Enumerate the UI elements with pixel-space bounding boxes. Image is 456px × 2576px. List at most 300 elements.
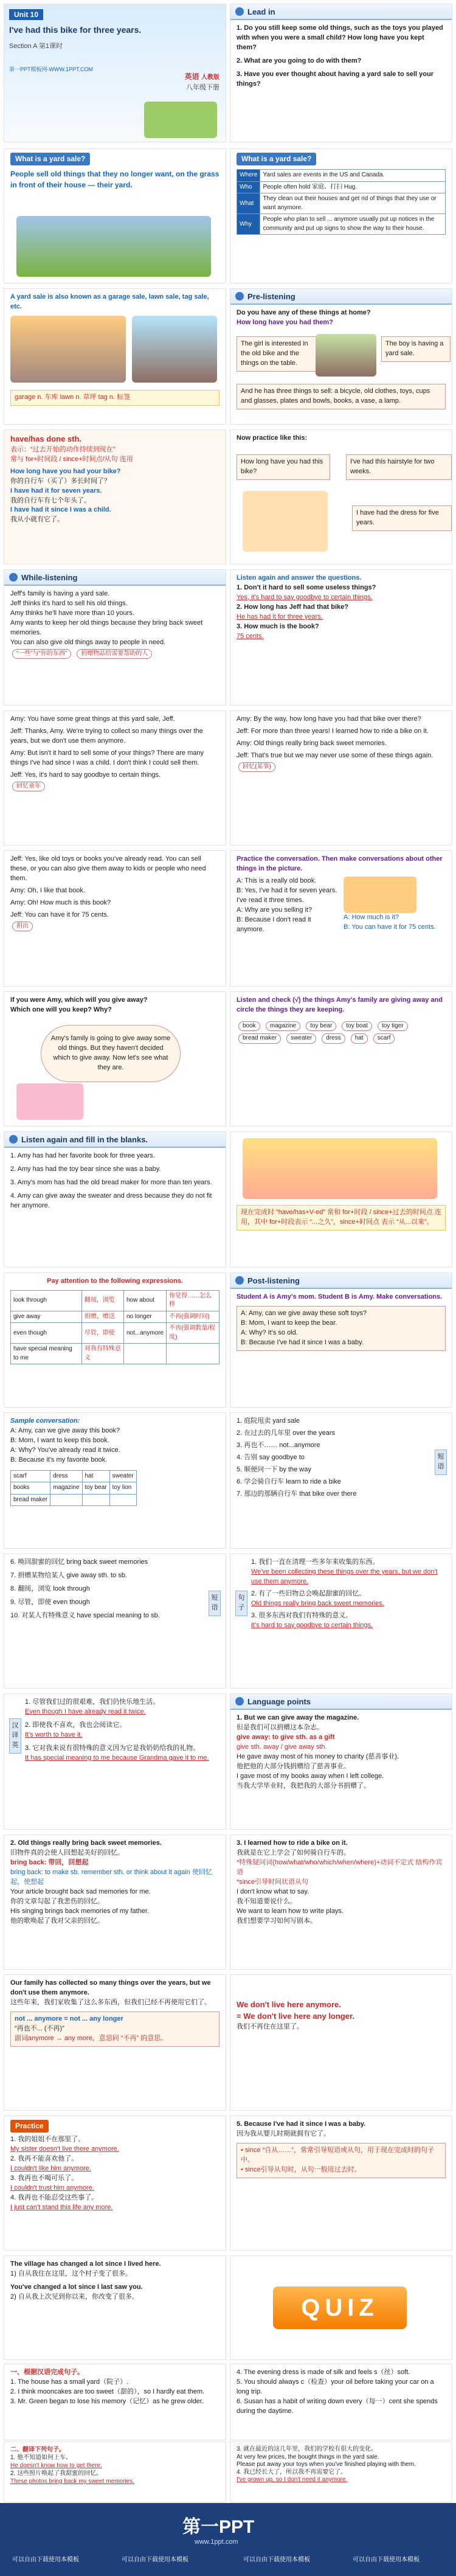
- cell: toy bear: [82, 1482, 109, 1495]
- lp-line: 5. Because I've had it since I was a baby.: [237, 2120, 366, 2128]
- row-value: They clean out their houses and get rid of things that they use or want anymore.: [260, 193, 446, 214]
- dialogue-line: Jeff: Yes, like old toys or books you've already read. You can sell these, or you can also give them away to kids or people who need them.: [10, 855, 206, 882]
- thing-item[interactable]: hat: [351, 1033, 368, 1044]
- lead-question: 3. Have you ever thought about having a yard sale to sell your things?: [237, 70, 434, 88]
- post-listening-title: Post-listening: [247, 1276, 300, 1285]
- exercise-line: 2. I think mooncakes are too sweet（甜的），so I hardly eat them.: [10, 2387, 205, 2395]
- slide-15: [0, 1972, 456, 2113]
- example-en: You've changed a lot since I last saw you.: [10, 2283, 143, 2291]
- section-label: Section A 第1课时: [9, 43, 63, 50]
- dialogue-line: Jeff: For more than three years! I learned how to ride a bike on it.: [237, 727, 429, 735]
- fill-header: [4, 1132, 226, 1148]
- answer: Yes, it's hard to say goodbye to certain things.: [237, 593, 373, 601]
- ex-cn: 4. 我再也不能忍受这些事了。: [10, 2194, 98, 2202]
- ex-en: I couldn't like him anymore.: [10, 2165, 91, 2173]
- listen-again-title: Listen again and answer the questions.: [237, 574, 362, 582]
- slide-6: [0, 708, 456, 848]
- statement: Amy wants to keep her old things because they bring back sweet memories.: [10, 619, 203, 636]
- lead-question: 1. Do you still keep some old things, such as the toys you played with when you were a small child? How long have you kept them?: [237, 24, 443, 51]
- question: 3. How much is the book?: [237, 622, 319, 630]
- exercise-line: 1. The house has a small yard（院子）.: [10, 2378, 129, 2386]
- cell: 尽管，即使: [81, 1323, 123, 1344]
- conv-line: A: Why? You've already read it twice.: [10, 1446, 120, 1454]
- lead-in-title: Lead in: [247, 7, 275, 16]
- lp-line: 副词anymore → any more，意思同 “不再” 的意思。: [15, 2034, 168, 2042]
- post-listening-panel: [230, 1272, 452, 1408]
- language-points-title: Language points: [247, 1696, 311, 1706]
- lp-line: 2. Old things really bring back sweet memories.: [10, 1839, 162, 1847]
- wh-table: [237, 169, 446, 235]
- slide-12: [0, 1551, 456, 1691]
- row-label: Who: [237, 181, 260, 193]
- grade-label: 八年级下册: [186, 84, 219, 91]
- cell: even though: [11, 1323, 82, 1344]
- lp-line: 因为我从婴儿时期就拥有它了。: [237, 2130, 330, 2137]
- listen-again-panel: [230, 569, 452, 706]
- anymore-note: [10, 2012, 219, 2047]
- since-note: [237, 2143, 446, 2178]
- sentence-en: We've been collecting these things over the years, but we don't use them anymore.: [251, 1567, 438, 1585]
- cover-illustration: [144, 102, 217, 138]
- example-en: I have had it for seven years.: [10, 487, 102, 495]
- lp-line: We want to learn how to write plays.: [237, 1907, 344, 1915]
- practice-panel: [230, 429, 452, 564]
- slide-3: [0, 286, 456, 427]
- ex-cn: 3. 我再也不喝可乐了。: [10, 2175, 78, 2182]
- cell: books: [11, 1482, 50, 1495]
- press-text: 人教版: [201, 74, 219, 81]
- cell: how about: [123, 1290, 166, 1311]
- row-value: Yard sales are events in the US and Canada.: [260, 170, 446, 182]
- cell: 对我有特殊意义: [81, 1344, 123, 1364]
- fill-line: 4. Amy can give away the sweater and dress because they do not fit her anymore.: [10, 1192, 212, 1209]
- sample-conversation: [4, 1412, 226, 1549]
- conv-line: B: Because I've had it since I was a baby.: [241, 1338, 364, 1346]
- thing-item[interactable]: toy boat: [342, 1021, 372, 1032]
- thing-item[interactable]: magazine: [266, 1021, 300, 1032]
- lp-line: • since引导从句时，从句一般用过去时。: [241, 2165, 361, 2173]
- lp-line: not ... anymore = not ... any longer: [15, 2015, 123, 2022]
- table-row: [11, 1344, 219, 1364]
- cell: [123, 1344, 166, 1364]
- book-photo: [344, 877, 416, 913]
- practice-panel-2: [4, 2116, 226, 2251]
- side-tab: 汉译英: [9, 1718, 21, 1754]
- think-panel: [4, 991, 226, 1127]
- grammar-heading: have/has done sth.: [10, 434, 82, 443]
- lp-line: Our family has collected so many things over the years, but we don't use them anymore.: [10, 1979, 211, 1996]
- while-listening-title: While-listening: [21, 572, 78, 582]
- fill-line: 1. Amy has had her favorite book for three years.: [10, 1152, 155, 1159]
- row-value: People who plan to sell ... anymore usually put up notices in the community and put up signs to show the way to their house.: [260, 214, 446, 235]
- point-2-panel: [4, 1835, 226, 1970]
- cell: 不再(强调数量/程度): [167, 1323, 219, 1344]
- table-row: [11, 1323, 219, 1344]
- fill-panel: [4, 1131, 226, 1268]
- lead-in-header: [230, 4, 452, 20]
- pre-listening-title: Pre-listening: [247, 291, 295, 301]
- boy-note: The boy is having a yard sale.: [381, 336, 451, 362]
- row-label: Why: [237, 214, 260, 235]
- cover-panel: [4, 4, 226, 142]
- lp-line: give away: to give sth. as a gift: [237, 1733, 335, 1741]
- annotation-tag: 回忆童年: [12, 782, 45, 792]
- conv-line: A: Amy, can we give away these soft toys?: [241, 1309, 367, 1317]
- lp-line: bring back: to make sb. remember sth. or think about it again 使回忆起，使想起: [10, 1868, 212, 1886]
- lp-line: give sth. away / give away sth.: [237, 1743, 327, 1751]
- yard-sale-alt-names: [4, 288, 226, 425]
- cell: have special meaning to me: [11, 1344, 82, 1364]
- slide-11: [0, 1410, 456, 1551]
- sample-title: Sample conversation:: [10, 1417, 80, 1425]
- footer-text: 可以自由下载使用本模板: [243, 2557, 310, 2563]
- lp-line: 我就是在它上学会了如何骑自行车的。: [237, 1849, 350, 1856]
- speech-bubble: How long have you had this bike?: [237, 454, 330, 480]
- footer-text: 可以自由下载使用本模板: [122, 2557, 188, 2563]
- example-cn: 我们不再住在这里了。: [237, 2022, 303, 2030]
- pre-question: How long have you had them?: [237, 318, 333, 326]
- exercise-line: At very few prices, the bought things in the yard sale.: [237, 2453, 379, 2460]
- anymore-example: [230, 1974, 452, 2111]
- annotation-tag: 捐赠物品给需要帮助的人: [77, 649, 152, 659]
- boy-photo: [243, 491, 328, 552]
- sentence-en: Old things really bring back sweet memories.: [251, 1599, 384, 1607]
- cell: hat: [82, 1470, 109, 1482]
- lesson-title: I've had this bike for three years.: [9, 25, 142, 35]
- ex-cn: 1. 我的姐姐不在那里了。: [10, 2136, 85, 2144]
- sentence-en: It's hard to say goodbye to certain things.: [251, 1621, 373, 1629]
- ex-cn: 1. 尽管我们过的很艰难，我们仍快乐地生活。: [25, 1698, 160, 1706]
- cell: 翻阅，浏览: [81, 1290, 123, 1311]
- annotation-tag: “一些”与“你的东西”: [12, 649, 71, 659]
- phrase: 4. 告别 say goodbye to: [237, 1453, 305, 1461]
- table-row: [237, 214, 446, 235]
- dialogue-part-2: [230, 710, 452, 845]
- exercise-1-left: [4, 2364, 226, 2440]
- think-question: If you were Amy, which will you give away?: [10, 996, 148, 1004]
- exercise-line: He doesn't know how to get there.: [10, 2462, 102, 2469]
- language-points-header: [230, 1694, 452, 1710]
- things-note: And he has three things to sell: a bicycle, old clothes, toys, cups and glasses, plates and bowls, books, a vase, a lamp.: [237, 384, 446, 409]
- statement: Jeff thinks it's hard to sell his old things.: [10, 599, 128, 607]
- since-examples: [4, 2255, 226, 2360]
- expressions-title: Pay attention to the following expressions.: [47, 1277, 183, 1285]
- language-points-panel: [230, 1693, 452, 1830]
- since-panel: [230, 2116, 452, 2251]
- sentences-panel: [230, 1554, 452, 1689]
- exercise-line: 3. Mr. Green began to lose his memory（记忆）as he grew older.: [10, 2397, 204, 2405]
- phrases-panel: [230, 1412, 452, 1549]
- conv-line: A: How much is it?: [344, 913, 399, 921]
- market-photo: [10, 316, 126, 383]
- post-listening-header: [230, 1273, 452, 1289]
- sentence-cn: 3. 很多东西对我们有特殊的意义。: [251, 1611, 353, 1619]
- phrase: 7. 捐赠某物给某人 give away sth. to sb.: [10, 1571, 127, 1579]
- quiz-panel: [230, 2255, 452, 2360]
- lp-line: 当我大学毕业时，我把我的大部分书捐赠了。: [237, 1782, 370, 1790]
- bullet-icon: [9, 1135, 18, 1144]
- lp-line: 但是我们可以捐赠这本杂志。: [237, 1723, 323, 1731]
- lp-line: *since引导时间状语从句: [237, 1878, 308, 1886]
- anymore-panel: [4, 1974, 226, 2111]
- cell: bread maker: [11, 1494, 50, 1506]
- phrase: 3. 再也不…… not...anymore: [237, 1441, 320, 1449]
- cell: give away: [11, 1311, 82, 1323]
- family-photo: [243, 1138, 437, 1199]
- exercise-line: These photos bring back my sweet memories.: [10, 2478, 134, 2485]
- sentence-cn: 2. 有了一些旧物总会唤起甜蜜的回忆。: [251, 1589, 366, 1597]
- phrase: 6. 学会骑自行车 learn to ride a bike: [237, 1477, 341, 1485]
- example-cn: 我的自行车有七个年头了。: [10, 496, 91, 504]
- table-row: [237, 193, 446, 214]
- bullet-icon: [235, 292, 244, 300]
- slide-8: [0, 989, 456, 1129]
- slide-13: [0, 1691, 456, 1832]
- conv-line: B: Because it's my favorite book.: [10, 1456, 108, 1463]
- point-3-panel: [230, 1835, 452, 1970]
- example-en: We don't live here anymore.: [237, 2000, 341, 2009]
- slide-18: [0, 2362, 456, 2442]
- lp-line: He gave away most of his money to charity (慈善事业).: [237, 1752, 399, 1760]
- exercise-line: 2. 这些照片唤起了我甜蜜的回忆。: [10, 2470, 103, 2477]
- table-row: [11, 1290, 219, 1311]
- pre-listening-panel: [230, 288, 452, 425]
- listen-check-panel: [230, 991, 452, 1127]
- footer-site[interactable]: www.1ppt.com: [195, 2538, 238, 2546]
- cell: no longer: [123, 1311, 166, 1323]
- ex-en: Even though I have already read it twice.: [25, 1707, 146, 1715]
- conversation-box: [237, 1306, 446, 1351]
- conv-line: A: Why? It's so old.: [241, 1328, 298, 1336]
- dialogue-line: Jeff: That's true but we may never use some of these things again.: [237, 751, 434, 759]
- slide-16: [0, 2113, 456, 2253]
- yard-sale-photo: [16, 216, 211, 277]
- grammar-note: 现在完成时 “have/has+V-ed” 常和 for+时段 / since+过去的时间点 连用，其中 for+时段表示 “...之久”，since+时间点 表示 “从...以来”。: [237, 1205, 446, 1231]
- thing-item[interactable]: sweater: [286, 1033, 316, 1044]
- speech-bubble: I've had this hairstyle for two weeks.: [346, 454, 452, 480]
- dialogue-line: Amy: Oh! How much is this book?: [10, 898, 111, 906]
- conv-line: B: Yes, I've had it for seven years. I've read it three times.: [237, 886, 337, 904]
- question-title: What is a yard sale?: [10, 153, 90, 165]
- listen-check-title: Listen and check (√) the things Amy's family are giving away and circle the things they are keeping.: [237, 996, 443, 1013]
- slide-9: [0, 1129, 456, 1270]
- practice-title: Practice the conversation. Then make conversations about other things in the picture.: [237, 855, 443, 872]
- answer: He has had it for three years.: [237, 613, 323, 620]
- row-value: People often hold 家庭、打扫 Hug.: [260, 181, 446, 193]
- conv-line: B: Mom, I want to keep the bear.: [241, 1319, 337, 1327]
- ex-cn: 2. 我再不能喜欢他了。: [10, 2155, 78, 2163]
- slide-10: [0, 1270, 456, 1410]
- row-label: What: [237, 193, 260, 214]
- sentence-cn: 1. 我们一直在清理一些多年来收集的东西。: [251, 1558, 379, 1566]
- ex-en: It has special meaning to me because Grandma gave it to me.: [25, 1754, 209, 1762]
- table-row: [11, 1482, 137, 1495]
- exercise-line: 1. 他不知道如何上车。: [10, 2454, 72, 2461]
- practice-conversation: [230, 850, 452, 987]
- ex-en: I just can't stand this life any more.: [10, 2203, 113, 2211]
- phrase: 8. 翻阅，浏览 look through: [10, 1585, 90, 1592]
- while-listening-panel: [4, 569, 226, 706]
- dialogue-line: Jeff: Yes, it's hard to say goodbye to certain things.: [10, 771, 161, 779]
- dialogue-line: Amy: Old things really bring back sweet memories.: [237, 739, 387, 747]
- dialogue-line: Amy: But isn't it hard to sell some of your things? There are many things I've had since I was a child. I don't think I could sell them.: [10, 749, 204, 766]
- practice-badge: Practice: [10, 2120, 49, 2133]
- annotation-tag: 捐出: [12, 922, 33, 932]
- lp-line: 他把他的大部分钱捐赠给了慈善事业。: [237, 1762, 350, 1770]
- dialogue-line: Amy: By the way, how long have you had that bike over there?: [237, 715, 421, 723]
- table-row: [237, 170, 446, 182]
- conv-line: A: Amy, can we give away this book?: [10, 1426, 120, 1434]
- bullet-icon: [235, 7, 244, 16]
- subject-label: [185, 71, 219, 82]
- grammar-note: 常与 for+时间段 / since+时间点/从句 连用: [10, 455, 133, 463]
- exercise-line: 3. 就在最近的这几年里，我们的学校有很大的变化。: [237, 2446, 378, 2453]
- example-en: The village has changed a lot since I lived here.: [10, 2260, 161, 2268]
- thing-item[interactable]: book: [238, 1021, 260, 1032]
- statement: Jeff's family is having a yard sale.: [10, 590, 110, 597]
- table-row: [11, 1494, 137, 1506]
- lp-line: 我们想要学习如何写剧本。: [237, 1917, 317, 1925]
- exercise-line: 6. Susan has a habit of writing down every（每一）cent she spends during the daytime.: [237, 2397, 438, 2415]
- conv-line: B: You can have it for 75 cents.: [344, 923, 436, 931]
- phrases-panel-2: [4, 1554, 226, 1689]
- lp-line: 1. But we can give away the magazine.: [237, 1714, 359, 1721]
- slide-4: [0, 427, 456, 567]
- lp-line: bring back: 带回，回想起: [10, 1858, 89, 1866]
- garage-photo: [132, 316, 217, 383]
- lp-line: Your article brought back sad memories for me.: [10, 1887, 151, 1895]
- ex-en: My sister doesn't live there anymore.: [10, 2145, 119, 2153]
- cell: scarf: [11, 1470, 50, 1482]
- role-instruction: Student A is Amy's mom. Student B is Amy. Make conversations.: [237, 1293, 443, 1300]
- slide-1: [0, 0, 456, 146]
- conv-line: A: Why are you selling it?: [237, 906, 313, 914]
- lp-line: His singing brings back memories of my father.: [10, 1907, 150, 1915]
- bullet-icon: [235, 1276, 244, 1285]
- exercise-line: Please put away your toys when you've finished playing with them.: [237, 2461, 416, 2468]
- expressions-panel: [4, 1272, 226, 1408]
- thing-item[interactable]: bread maker: [238, 1033, 281, 1044]
- grammar-note: 表示：“过去开始的动作持续到现在”: [10, 445, 116, 453]
- example-cn: 2) 自从我上次见到你以来，你改变了很多。: [10, 2293, 139, 2300]
- cell: dress: [50, 1470, 82, 1482]
- brand-text: 第一PPT模板网-WWW.1PPT.COM: [9, 66, 93, 72]
- phrase: 1. 庭院甩卖 yard sale: [237, 1417, 300, 1425]
- example-en: How long have you had your bike?: [10, 467, 121, 475]
- side-tab: 句子: [235, 1591, 247, 1616]
- cell: look through: [11, 1290, 82, 1311]
- example-cn: 1) 自从我住在这里，这个村子变了很多。: [10, 2269, 132, 2277]
- table-row: [11, 1311, 219, 1323]
- pre-listening-header: [230, 289, 452, 305]
- exercise-heading: 一、根据汉语完成句子。: [10, 2369, 84, 2376]
- ex-cn: 3. 它对我来说有很特殊的意义因为它是我奶奶给我的礼物。: [25, 1744, 200, 1752]
- cell: 捐赠，赠送: [81, 1311, 123, 1323]
- vocab-note: garage n. 车库 lawn n. 草坪 tag n. 标签: [10, 390, 219, 406]
- slide-2: [0, 146, 456, 286]
- unit-badge: Unit 10: [9, 9, 43, 20]
- lp-line: 我不知道要说什么。: [237, 1897, 297, 1905]
- example-cn: 你的自行车（买了）多长时间了？: [10, 477, 111, 485]
- slide-5: [0, 567, 456, 708]
- things-list: [237, 1020, 446, 1045]
- example-cn: 我从小就有它了。: [10, 516, 64, 524]
- example-en: I have had it since I was a child.: [10, 506, 111, 514]
- definition-text: People sell old things that they no longer want, on the grass in front of their house — their yard.: [10, 170, 219, 189]
- cell: magazine: [50, 1482, 82, 1495]
- lp-line: 你的文章勾起了我悲伤的回忆。: [10, 1897, 104, 1905]
- footer-text: 可以自由下载使用本模板: [353, 2557, 420, 2563]
- present-perfect-note: [230, 1131, 452, 1268]
- footer-logo: 第一PPT: [182, 2517, 255, 2537]
- ex-cn: 2. 即使我不喜欢，我也会阅读它。: [25, 1721, 126, 1729]
- conv-line: A: This is a really old book.: [237, 877, 317, 884]
- phrase: 6. 唤回甜蜜的回忆 bring back sweet memories: [10, 1558, 148, 1566]
- conv-line: B: Because I don't read it anymore.: [237, 915, 311, 933]
- thing-item[interactable]: toy bear: [306, 1021, 336, 1032]
- slide-17: [0, 2253, 456, 2362]
- footer-banner: [0, 2503, 456, 2576]
- thing-item[interactable]: toy tiger: [378, 1021, 408, 1032]
- lp-line: *特殊疑问词(how/what/who/which/when/where)+动词不定式 结构作宾语: [237, 1858, 443, 1876]
- statement: Amy thinks he'll have more than 10 yours.: [10, 609, 134, 617]
- lead-in-panel: [230, 4, 452, 142]
- yard-sale-table: [230, 148, 452, 283]
- grammar-panel: [4, 429, 226, 564]
- phrase: 2. 在过去的几年里 over the years: [237, 1429, 335, 1437]
- bullet-icon: [235, 1697, 244, 1706]
- lp-line: I gave most of my books away when I left college.: [237, 1772, 384, 1780]
- intro-text: A yard sale is also known as a garage sale, lawn sale, tag sale, etc.: [10, 293, 209, 310]
- dialogue-part-3: [4, 850, 226, 987]
- exercise-2-left: [4, 2442, 226, 2502]
- ex-en: I couldn't trust him anymore.: [10, 2184, 94, 2192]
- dialogue-line: Jeff: Thanks, Amy. We're trying to collect so many things over the years, but we don't use them anymore.: [10, 727, 203, 745]
- lp-line: 3. I learned how to ride a bike on it.: [237, 1839, 348, 1847]
- phrase: 9. 尽管，即使 even though: [10, 1598, 90, 1606]
- cell: toy lion: [109, 1482, 136, 1495]
- row-label: Where: [237, 170, 260, 182]
- dialogue-line: Amy: Oh, I like that book.: [10, 886, 85, 894]
- lead-question: 2. What are you going to do with them?: [237, 57, 362, 64]
- exercise-line: 5. You should always c（检查）your oil before taking your car on a long trip.: [237, 2378, 434, 2395]
- pre-question: Do you have any of these things at home?: [237, 309, 371, 316]
- phrase: 7. 那边的那辆自行车 that bike over there: [237, 1490, 357, 1498]
- lp-line: 这些年来，我们家收集了这么多东西，但我们已经不再使用它们了。: [10, 1998, 211, 2006]
- phrase: 10. 对某人有特殊意义 have special meaning to sb.: [10, 1611, 160, 1619]
- lp-line: • since “自从……”，常常引导短语或从句，用于现在完成时的句子中。: [241, 2146, 434, 2164]
- yard-sale-definition: [4, 148, 226, 283]
- speech-bubble: I have had the dress for five years.: [352, 505, 452, 531]
- girl-note: The girl is interested in the old bike and the things on the table.: [237, 336, 318, 372]
- fill-title: Listen again and fill in the blanks.: [21, 1134, 148, 1144]
- think-question: Which one will you keep? Why?: [10, 1005, 112, 1013]
- translation-panel: [4, 1693, 226, 1830]
- annotation-tag: 回忆(某事): [238, 762, 275, 772]
- lead-in-questions: [230, 20, 452, 93]
- thing-item[interactable]: scarf: [373, 1033, 395, 1044]
- expressions-table: [10, 1290, 219, 1365]
- conv-line: B: Mom, I want to keep this book.: [10, 1436, 109, 1444]
- fill-line: 3. Amy's mom has had the old bread maker for more than ten years.: [10, 1178, 212, 1186]
- lp-line: 旧物件真的会使人回想起美好的回忆。: [10, 1849, 124, 1856]
- answer: 75 cents.: [237, 632, 264, 640]
- exercise-line: I've grown up, so I don't need it anymore.: [237, 2476, 348, 2483]
- lp-line: I don't know what to say.: [237, 1887, 309, 1895]
- thing-item[interactable]: dress: [322, 1033, 345, 1044]
- statement: You can also give old things away to people in need.: [10, 638, 166, 646]
- exercise-1-right: [230, 2364, 452, 2440]
